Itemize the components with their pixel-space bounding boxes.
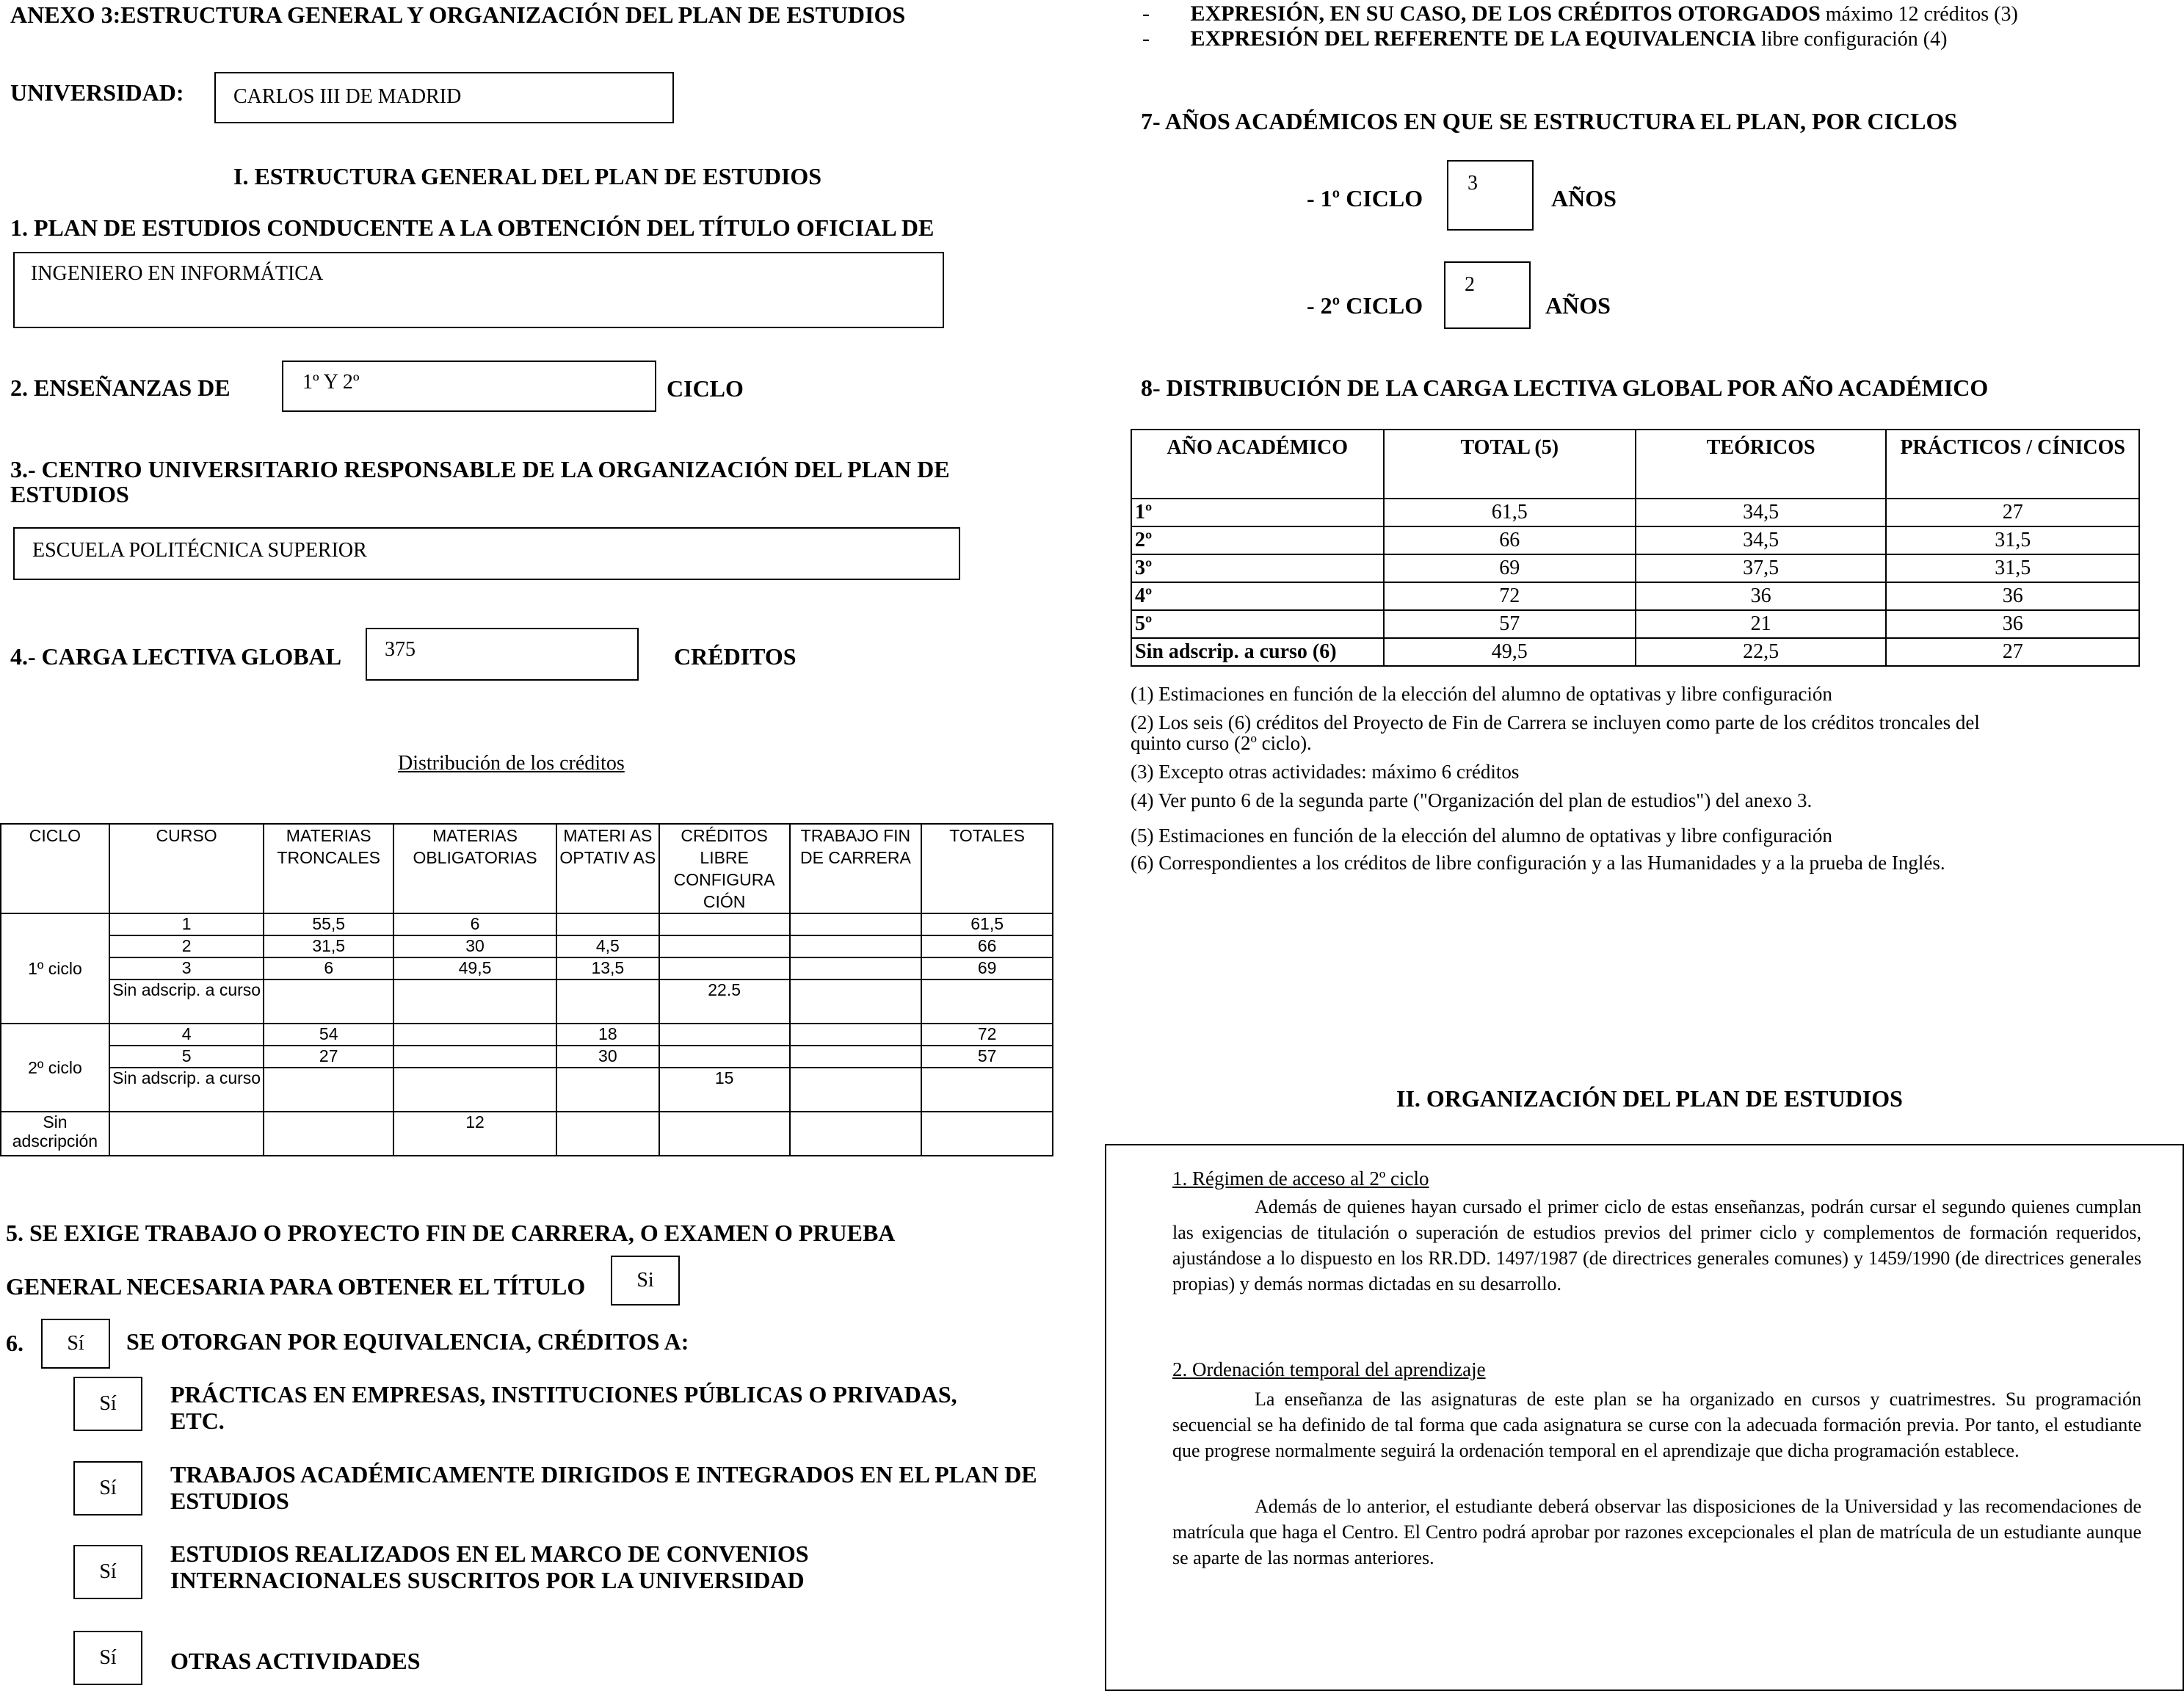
dist-header-libre: CRÉDITOS LIBRE CONFIGURA CIÓN	[659, 824, 790, 913]
table-row	[1131, 610, 2139, 638]
expresion-creditos-value: máximo 12 créditos (3)	[1820, 3, 2018, 26]
section5-line2: GENERAL NECESARIA PARA OBTENER EL TÍTULO	[6, 1273, 586, 1300]
empty-cell	[264, 979, 393, 1024]
libre-cell: 15	[659, 1068, 790, 1112]
libre-cell	[659, 913, 790, 935]
empty-cell	[790, 979, 922, 1024]
ciclo-label: CICLO	[667, 375, 744, 402]
practicos-cell: 27	[1886, 499, 2139, 526]
equiv-item-line1: OTRAS ACTIVIDADES	[170, 1648, 421, 1674]
equiv-item-line2: INTERNACIONALES SUSCRITOS POR LA UNIVERSIDAD	[170, 1567, 805, 1593]
regimen-acceso-paragraph: Además de quienes hayan cursado el primer ciclo de estas enseñanzas, podrán cursar el segundo quienes cumplan las exigencias de titulación o superación de estudios previos del primer ciclo y complementos de formación requeridos, ajustándose a lo dispuesto en los RR.DD. 1497/1987 (de directrices generales comunes) y 1459/1990 (de directrices generales propias) y demás normas dictadas en su desarrollo.	[1172, 1196, 2141, 1294]
equiv-item-line2: ESTUDIOS	[170, 1488, 289, 1514]
total-cell: 57	[921, 1046, 1053, 1068]
total-cell: 66	[1384, 526, 1636, 554]
section-i-title: I. ESTRUCTURA GENERAL DEL PLAN DE ESTUDIOS	[233, 163, 822, 189]
expresion-creditos	[1142, 1, 2018, 26]
centro-value: ESCUELA POLITÉCNICA SUPERIOR	[32, 539, 367, 562]
sin-adscripcion-cell: Sin adscripción	[1, 1112, 109, 1156]
table-row	[1, 979, 1053, 1024]
bullet: -	[1142, 1, 1150, 26]
expresion-referente-label: EXPRESIÓN DEL REFERENTE DE LA EQUIVALENCIA	[1190, 26, 1756, 51]
total-cell: 69	[921, 957, 1053, 979]
ciclo2-anos-value: 2	[1465, 273, 1475, 296]
ano-cell: Sin adscrip. a curso (6)	[1131, 638, 1384, 666]
table-row	[1131, 582, 2139, 610]
empty-cell	[264, 1112, 393, 1156]
item1-label: 1. PLAN DE ESTUDIOS CONDUCENTE A LA OBTENCIÓN DEL TÍTULO OFICIAL DE	[10, 214, 935, 241]
equiv-item-value: Sí	[73, 1377, 142, 1431]
equiv-item-value: Sí	[73, 1461, 142, 1515]
curso-cell: 3	[109, 957, 264, 979]
ciclo1-cell: 1º ciclo	[1, 913, 109, 1024]
universidad-label: UNIVERSIDAD:	[10, 79, 184, 106]
total-cell: 49,5	[1384, 638, 1636, 666]
table-row	[1, 1024, 1053, 1046]
expresion-creditos-label: EXPRESIÓN, EN SU CASO, DE LOS CRÉDITOS OTORGADOS	[1190, 1, 1821, 26]
carga-header-row	[1131, 430, 2139, 499]
dist-header-trabajo: TRABAJO FIN DE CARRERA	[790, 824, 922, 913]
troncales-cell: 27	[264, 1046, 393, 1068]
libre-cell	[659, 935, 790, 957]
ciclo2-cell: 2º ciclo	[1, 1024, 109, 1112]
dist-header-optativas: MATERI AS OPTATIV AS	[556, 824, 659, 913]
empty-cell	[790, 1068, 922, 1112]
obligatorias-cell: 30	[393, 935, 556, 957]
anos-label: AÑOS	[1551, 185, 1617, 211]
total-cell: 61,5	[1384, 499, 1636, 526]
centro-field	[13, 527, 960, 580]
ordenacion-title: 2. Ordenación temporal del aprendizaje	[1172, 1358, 1486, 1380]
dist-header-obligatorias: MATERIAS OBLIGATORIAS	[393, 824, 556, 913]
organizacion-box	[1105, 1144, 2184, 1691]
carga-header-practicos: PRÁCTICOS / CÍNICOS	[1886, 430, 2139, 499]
teoricos-cell: 21	[1636, 610, 1887, 638]
sin-adscrip-curso-cell: Sin adscrip. a curso	[109, 979, 264, 1024]
equiv-item-line1: PRÁCTICAS EN EMPRESAS, INSTITUCIONES PÚBLICAS O PRIVADAS,	[170, 1381, 957, 1408]
equiv-item-value: Sí	[73, 1545, 142, 1599]
footnote: (2) Los seis (6) créditos del Proyecto de Fin de Carrera se incluyen como parte de los créditos troncales del	[1131, 711, 1980, 734]
expresion-referente	[1142, 26, 1947, 51]
curso-cell: 1	[109, 913, 264, 935]
section7-title: 7- AÑOS ACADÉMICOS EN QUE SE ESTRUCTURA EL PLAN, POR CICLOS	[1141, 108, 1958, 134]
equiv-item-value: Sí	[73, 1631, 142, 1685]
obligatorias-cell: 12	[393, 1112, 556, 1156]
ciclo1-anos-value: 3	[1468, 172, 1478, 195]
expresion-referente-value: libre configuración (4)	[1755, 28, 1948, 51]
table-row	[1, 1046, 1053, 1068]
ordenacion-paragraph: La enseñanza de las asignaturas de este plan se ha organizado en cursos y cuatrimestres. Su programación secuencial se ha definido de tal forma que cada asignatura se curse con la adecuada formación previa. Por tanto, el estudiante que progrese normalmente seguirá la ordenación temporal en el aprendizaje que dicha programación establece.	[1172, 1388, 2141, 1461]
practicos-cell: 36	[1886, 610, 2139, 638]
empty-cell	[659, 1112, 790, 1156]
empty-cell	[264, 1068, 393, 1112]
carga-header-ano: AÑO ACADÉMICO	[1131, 430, 1384, 499]
practicos-cell: 31,5	[1886, 526, 2139, 554]
table-row	[1, 957, 1053, 979]
equiv-item-line2: ETC.	[170, 1408, 225, 1434]
practicos-cell: 27	[1886, 638, 2139, 666]
distribucion-title: Distribución de los créditos	[398, 752, 625, 775]
teoricos-cell: 36	[1636, 582, 1887, 610]
optativas-cell: 18	[556, 1024, 659, 1046]
total-cell: 69	[1384, 554, 1636, 582]
trabajo-cell	[790, 1024, 922, 1046]
footnote: (1) Estimaciones en función de la elección del alumno de optativas y libre configuración	[1131, 683, 1832, 705]
libre-cell	[659, 957, 790, 979]
total-cell: 57	[1384, 610, 1636, 638]
creditos-label: CRÉDITOS	[674, 643, 797, 670]
optativas-cell: 4,5	[556, 935, 659, 957]
dist-header-curso: CURSO	[109, 824, 264, 913]
troncales-cell: 31,5	[264, 935, 393, 957]
table-row	[1, 935, 1053, 957]
table-row	[1131, 638, 2139, 666]
section6-num: 6.	[6, 1330, 23, 1356]
total-cell: 66	[921, 935, 1053, 957]
carga-value: 375	[385, 638, 416, 661]
practicos-cell: 31,5	[1886, 554, 2139, 582]
section5-line1: 5. SE EXIGE TRABAJO O PROYECTO FIN DE CARRERA, O EXAMEN O PRUEBA	[6, 1220, 896, 1246]
section-ii-title: II. ORGANIZACIÓN DEL PLAN DE ESTUDIOS	[1396, 1085, 1903, 1112]
ciclo1-label: - 1º CICLO	[1307, 185, 1423, 211]
section8-title: 8- DISTRIBUCIÓN DE LA CARGA LECTIVA GLOBAL POR AÑO ACADÉMICO	[1141, 374, 1989, 401]
titulo-field	[13, 252, 944, 328]
empty-cell	[393, 979, 556, 1024]
teoricos-cell: 37,5	[1636, 554, 1887, 582]
carga-header-teoricos: TEÓRICOS	[1636, 430, 1887, 499]
ano-cell: 4º	[1131, 582, 1384, 610]
ensenanzas-value: 1º Y 2º	[302, 371, 360, 394]
ciclo2-anos-field	[1444, 261, 1531, 329]
trabajo-cell	[790, 957, 922, 979]
anexo-title: ANEXO 3:ESTRUCTURA GENERAL Y ORGANIZACIÓN DEL PLAN DE ESTUDIOS	[10, 1, 906, 28]
table-row	[1, 1112, 1053, 1156]
ano-cell: 5º	[1131, 610, 1384, 638]
titulo-value: INGENIERO EN INFORMÁTICA	[31, 262, 324, 285]
obligatorias-cell	[393, 1024, 556, 1046]
footnote: quinto curso (2º ciclo).	[1131, 732, 1312, 754]
anos-label: AÑOS	[1545, 292, 1611, 319]
teoricos-cell: 22,5	[1636, 638, 1887, 666]
empty-cell	[790, 1112, 922, 1156]
empty-cell	[556, 1112, 659, 1156]
footnote: (3) Excepto otras actividades: máximo 6 créditos	[1131, 761, 1520, 783]
dist-header-troncales: MATERIAS TRONCALES	[264, 824, 393, 913]
universidad-value: CARLOS III DE MADRID	[233, 85, 462, 108]
obligatorias-cell: 6	[393, 913, 556, 935]
carga-table	[1131, 429, 2140, 667]
optativas-cell	[556, 913, 659, 935]
obligatorias-cell: 49,5	[393, 957, 556, 979]
distribucion-table	[0, 823, 1053, 1156]
trabajo-cell	[790, 935, 922, 957]
regimen-acceso-text	[1172, 1194, 2141, 1297]
troncales-cell: 6	[264, 957, 393, 979]
ordenacion-text	[1172, 1386, 2141, 1463]
empty-cell	[921, 979, 1053, 1024]
ciclo2-label: - 2º CICLO	[1307, 292, 1423, 319]
optativas-cell: 13,5	[556, 957, 659, 979]
ano-cell: 2º	[1131, 526, 1384, 554]
curso-cell: 4	[109, 1024, 264, 1046]
empty-cell	[921, 1112, 1053, 1156]
teoricos-cell: 34,5	[1636, 526, 1887, 554]
empty-cell	[109, 1112, 264, 1156]
table-row	[1131, 526, 2139, 554]
libre-cell	[659, 1024, 790, 1046]
footnote: (4) Ver punto 6 de la segunda parte ("Organización del plan de estudios") del anexo 3.	[1131, 789, 1813, 811]
troncales-cell: 54	[264, 1024, 393, 1046]
regimen-acceso-title: 1. Régimen de acceso al 2º ciclo	[1172, 1167, 1429, 1189]
universidad-field	[214, 72, 674, 123]
table-row	[1, 913, 1053, 935]
ciclo1-anos-field	[1447, 160, 1534, 231]
total-cell: 61,5	[921, 913, 1053, 935]
empty-cell	[921, 1068, 1053, 1112]
item2-label: 2. ENSEÑANZAS DE	[10, 374, 231, 401]
troncales-cell: 55,5	[264, 913, 393, 935]
ano-cell: 3º	[1131, 554, 1384, 582]
equiv-item-line1: ESTUDIOS REALIZADOS EN EL MARCO DE CONVENIOS	[170, 1540, 809, 1567]
optativas-cell: 30	[556, 1046, 659, 1068]
bullet: -	[1142, 26, 1150, 51]
equiv-item-line1: TRABAJOS ACADÉMICAMENTE DIRIGIDOS E INTEGRADOS EN EL PLAN DE	[170, 1461, 1037, 1488]
ordenacion-text-2	[1172, 1493, 2141, 1571]
teoricos-cell: 34,5	[1636, 499, 1887, 526]
footnote: (6) Correspondientes a los créditos de libre configuración y a las Humanidades y a la prueba de Inglés.	[1131, 852, 1945, 874]
dist-header-totales: TOTALES	[921, 824, 1053, 913]
section5-value: Si	[611, 1256, 680, 1306]
ensenanzas-field	[282, 361, 656, 412]
total-cell: 72	[1384, 582, 1636, 610]
table-row	[1131, 499, 2139, 526]
carga-header-total: TOTAL (5)	[1384, 430, 1636, 499]
libre-cell: 22.5	[659, 979, 790, 1024]
empty-cell	[556, 1068, 659, 1112]
ano-cell: 1º	[1131, 499, 1384, 526]
item4-label: 4.- CARGA LECTIVA GLOBAL	[10, 643, 342, 670]
section6-value: Sí	[41, 1319, 110, 1369]
footnote: (5) Estimaciones en función de la elección del alumno de optativas y libre configuración	[1131, 825, 1832, 847]
empty-cell	[556, 979, 659, 1024]
obligatorias-cell	[393, 1046, 556, 1068]
sin-adscrip-curso-cell: Sin adscrip. a curso	[109, 1068, 264, 1112]
trabajo-cell	[790, 1046, 922, 1068]
practicos-cell: 36	[1886, 582, 2139, 610]
empty-cell	[393, 1068, 556, 1112]
dist-header-row	[1, 824, 1053, 913]
table-row	[1, 1068, 1053, 1112]
ordenacion-paragraph-2: Además de lo anterior, el estudiante deberá observar las disposiciones de la Universidad y las recomendaciones de matrícula que haga el Centro. El Centro podrá aprobar por razones excepcionales el plan de matrícula de un estudiante aunque se aparte de las normas anteriores.	[1172, 1496, 2141, 1568]
item3-label-line1: 3.- CENTRO UNIVERSITARIO RESPONSABLE DE LA ORGANIZACIÓN DEL PLAN DE	[10, 456, 950, 482]
section6-label: SE OTORGAN POR EQUIVALENCIA, CRÉDITOS A:	[126, 1328, 689, 1355]
item3-label-line2: ESTUDIOS	[10, 481, 129, 507]
libre-cell	[659, 1046, 790, 1068]
total-cell: 72	[921, 1024, 1053, 1046]
dist-header-ciclo: CICLO	[1, 824, 109, 913]
curso-cell: 5	[109, 1046, 264, 1068]
trabajo-cell	[790, 913, 922, 935]
curso-cell: 2	[109, 935, 264, 957]
carga-field	[366, 628, 639, 681]
table-row	[1131, 554, 2139, 582]
